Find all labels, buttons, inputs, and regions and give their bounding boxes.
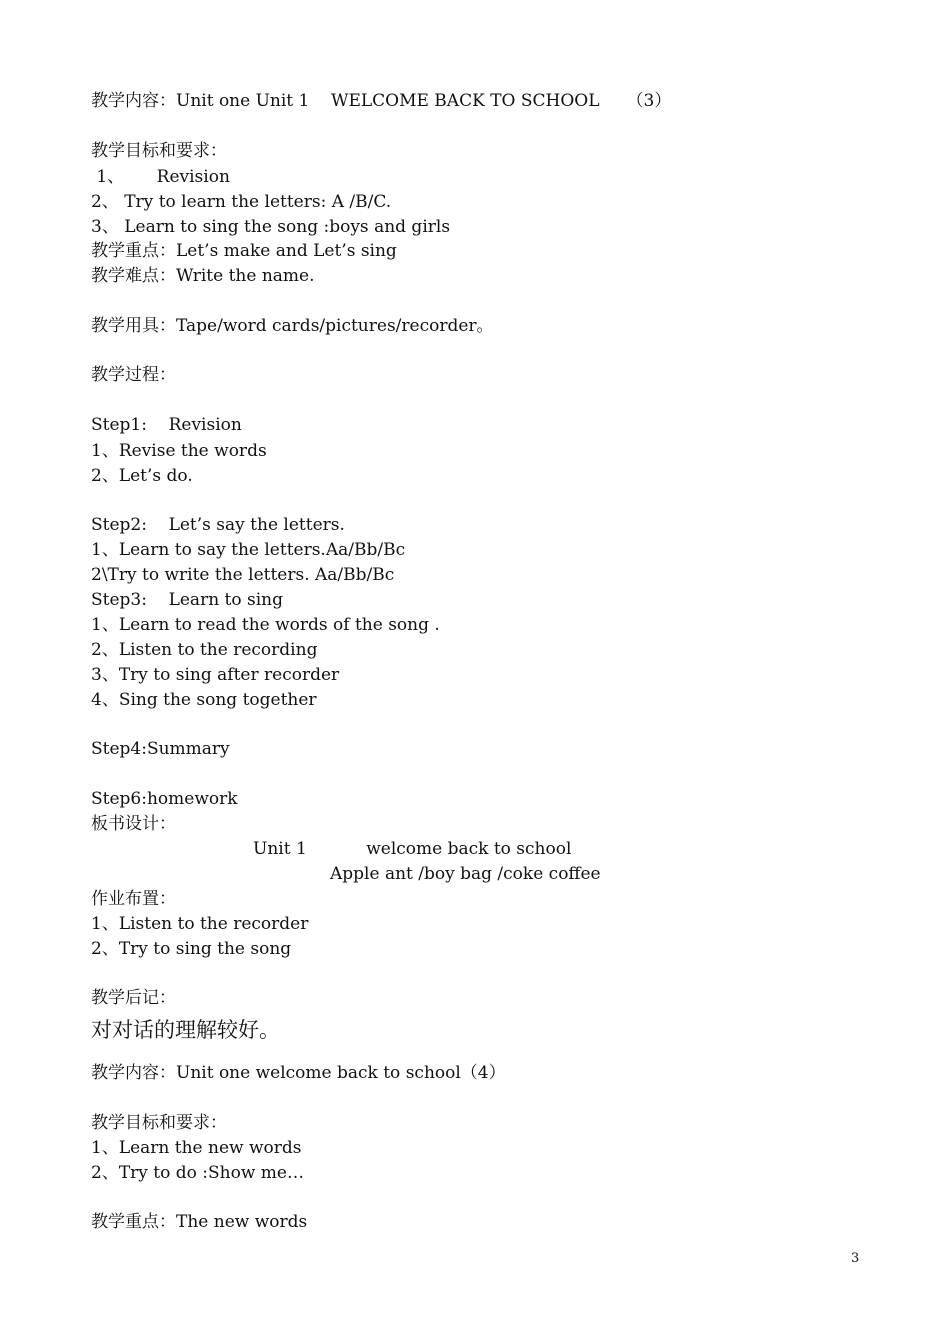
step2-title: Step2: Let’s say the letters. bbox=[91, 515, 345, 535]
lesson3-goal-item: 3、 Learn to sing the song :boys and girls bbox=[91, 217, 451, 237]
lesson3-goal-item: 2、 Try to learn the letters: A /B/C. bbox=[91, 192, 392, 212]
lesson4-content: 教学内容：Unit one welcome back to school（4） bbox=[91, 1063, 506, 1083]
step3-item: 1、Learn to read the words of the song . bbox=[91, 615, 440, 635]
step3-item: 2、Listen to the recording bbox=[91, 640, 318, 660]
page-number: 3 bbox=[851, 1251, 860, 1266]
lesson3-key-point: 教学重点：Let’s make and Let’s sing bbox=[91, 241, 397, 261]
step3-title: Step3: Learn to sing bbox=[91, 590, 284, 610]
lesson4-goal-item: 1、Learn the new words bbox=[91, 1138, 302, 1158]
step2-item: 2\Try to write the letters. Aa/Bb/Bc bbox=[91, 565, 395, 585]
board-title: 板书设计： bbox=[91, 814, 176, 834]
lesson3-content: 教学内容：Unit one Unit 1 WELCOME BACK TO SCHOOL （3） bbox=[91, 91, 672, 111]
step1-item: 1、Revise the words bbox=[91, 441, 267, 461]
step1-title: Step1: Revision bbox=[91, 415, 242, 435]
lesson3-goal-item: 1、 Revision bbox=[91, 167, 230, 187]
lesson3-tools: 教学用具：Tape/word cards/pictures/recorder。 bbox=[91, 316, 494, 336]
step3-item: 3、Try to sing after recorder bbox=[91, 665, 340, 685]
board-line: Unit 1 welcome back to school bbox=[253, 839, 572, 859]
lesson3-process-title: 教学过程： bbox=[91, 365, 176, 385]
step6-title: Step6:homework bbox=[91, 789, 238, 809]
homework-title: 作业布置： bbox=[91, 889, 176, 909]
homework-item: 1、Listen to the recorder bbox=[91, 914, 309, 934]
lesson3-goals-title: 教学目标和要求： bbox=[91, 141, 227, 161]
reflection-text: 对对话的理解较好。 bbox=[91, 1018, 280, 1042]
step3-item: 4、Sing the song together bbox=[91, 690, 317, 710]
lesson4-goal-item: 2、Try to do :Show me… bbox=[91, 1163, 304, 1183]
step2-item: 1、Learn to say the letters.Aa/Bb/Bc bbox=[91, 540, 406, 560]
board-line: Apple ant /boy bag /coke coffee bbox=[330, 864, 601, 884]
lesson4-key-point: 教学重点：The new words bbox=[91, 1212, 308, 1232]
step1-item: 2、Let’s do. bbox=[91, 466, 193, 486]
step4-title: Step4:Summary bbox=[91, 739, 230, 759]
lesson3-difficulty: 教学难点：Write the name. bbox=[91, 266, 315, 286]
homework-item: 2、Try to sing the song bbox=[91, 939, 292, 959]
lesson4-goals-title: 教学目标和要求： bbox=[91, 1113, 227, 1133]
reflection-title: 教学后记： bbox=[91, 988, 176, 1008]
